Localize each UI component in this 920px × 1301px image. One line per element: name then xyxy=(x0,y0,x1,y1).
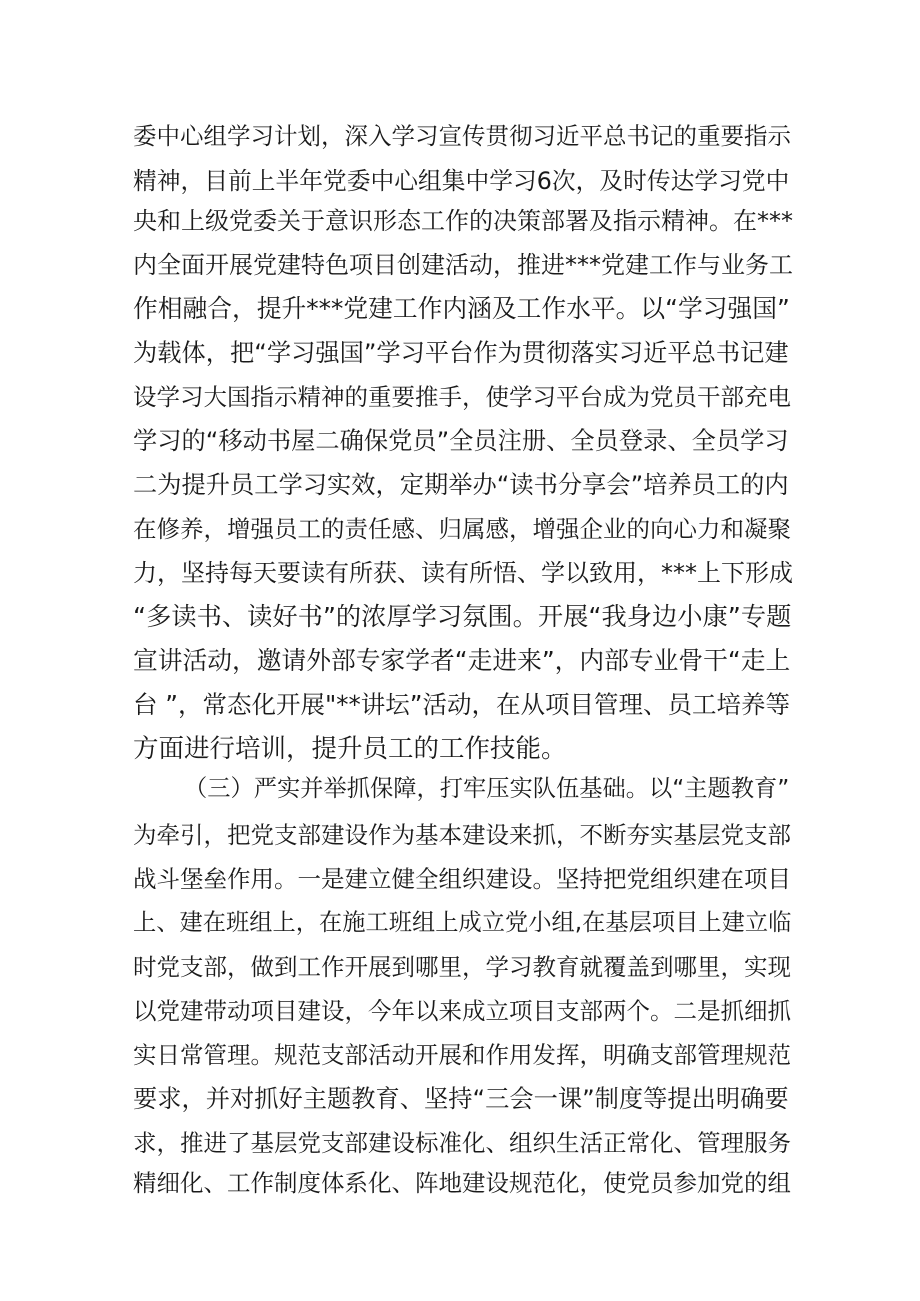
text-line: 力，坚持每天要读有所获、读有所悟、学以致用，***上下形成 xyxy=(133,559,793,587)
text-line: 精细化、工作制度体系化、阵地建设规范化，使党员参加党的组 xyxy=(133,1169,791,1197)
text-line: 作相融合，提升***党建工作内涵及工作水平。以“学习强国” xyxy=(133,294,790,323)
text-line: 内全面开展党建特色项目创建活动，推进***党建工作与业务工 xyxy=(133,251,793,279)
text-line: 在修养，增强员工的责任感、归属感，增强企业的向心力和凝聚 xyxy=(133,515,791,543)
text-line: 方面进行培训，提升员工的工作技能。 xyxy=(133,734,567,764)
text-line: 要求，并对抓好主题教育、坚持“三会一课”制度等提出明确要 xyxy=(133,1084,789,1113)
text-line: “多读书、读好书”的浓厚学习氛围。开展“我身边小康”专题 xyxy=(133,602,792,631)
text-line: 为牵引，把党支部建设作为基本建设来抓，不断夯实基层党支部 xyxy=(133,821,791,849)
text-line: 为载体，把“学习强国”学习平台作为贯彻落实习近平总书记建 xyxy=(133,338,789,367)
section-heading-line: （三）严实并举抓保障，打牢压实队伍基础。以“主题教育” xyxy=(184,775,790,802)
text-line: 上、建在班组上，在施工班组上成立党小组,在基层项目上建立临 xyxy=(133,909,792,936)
text-line: 实日常管理。规范支部活动开展和作用发挥，明确支部管理规范 xyxy=(133,1041,791,1069)
text-line: 学习的“移动书屋二确保党员”全员注册、全员登录、全员学习 xyxy=(133,426,789,455)
text-line: 战斗堡垒作用。一是建立健全组织建设。坚持把党组织建在项目 xyxy=(133,865,791,893)
text-line: 时党支部，做到工作开展到哪里，学习教育就覆盖到哪里，实现 xyxy=(133,953,791,981)
text-line: 央和上级党委关于意识形态工作的决策部署及指示精神。在*** xyxy=(133,207,793,235)
text-line: 设学习大国指示精神的重要推手，使学习平台成为党员干部充电 xyxy=(133,383,791,411)
text-line: 台 ”，常态化开展"**讲坛”活动，在从项目管理、员工培养等 xyxy=(133,690,790,719)
text-line: 以党建带动项目建设，今年以来成立项目支部两个。二是抓细抓 xyxy=(133,997,791,1025)
text-line: 委中心组学习计划，深入学习宣传贯彻习近平总书记的重要指示 xyxy=(133,122,791,150)
text-line: 宣讲活动，邀请外部专家学者“走进来”，内部专业骨干“走上 xyxy=(133,646,791,675)
text-line: 求，推进了基层党支部建设标准化、组织生活正常化、管理服务 xyxy=(133,1129,791,1157)
text-line: 精神，目前上半年党委中心组集中学习6次，及时传达学习党中 xyxy=(133,167,790,195)
text-line: 二为提升员工学习实效，定期举办“读书分享会”培养员工的内 xyxy=(133,470,789,499)
